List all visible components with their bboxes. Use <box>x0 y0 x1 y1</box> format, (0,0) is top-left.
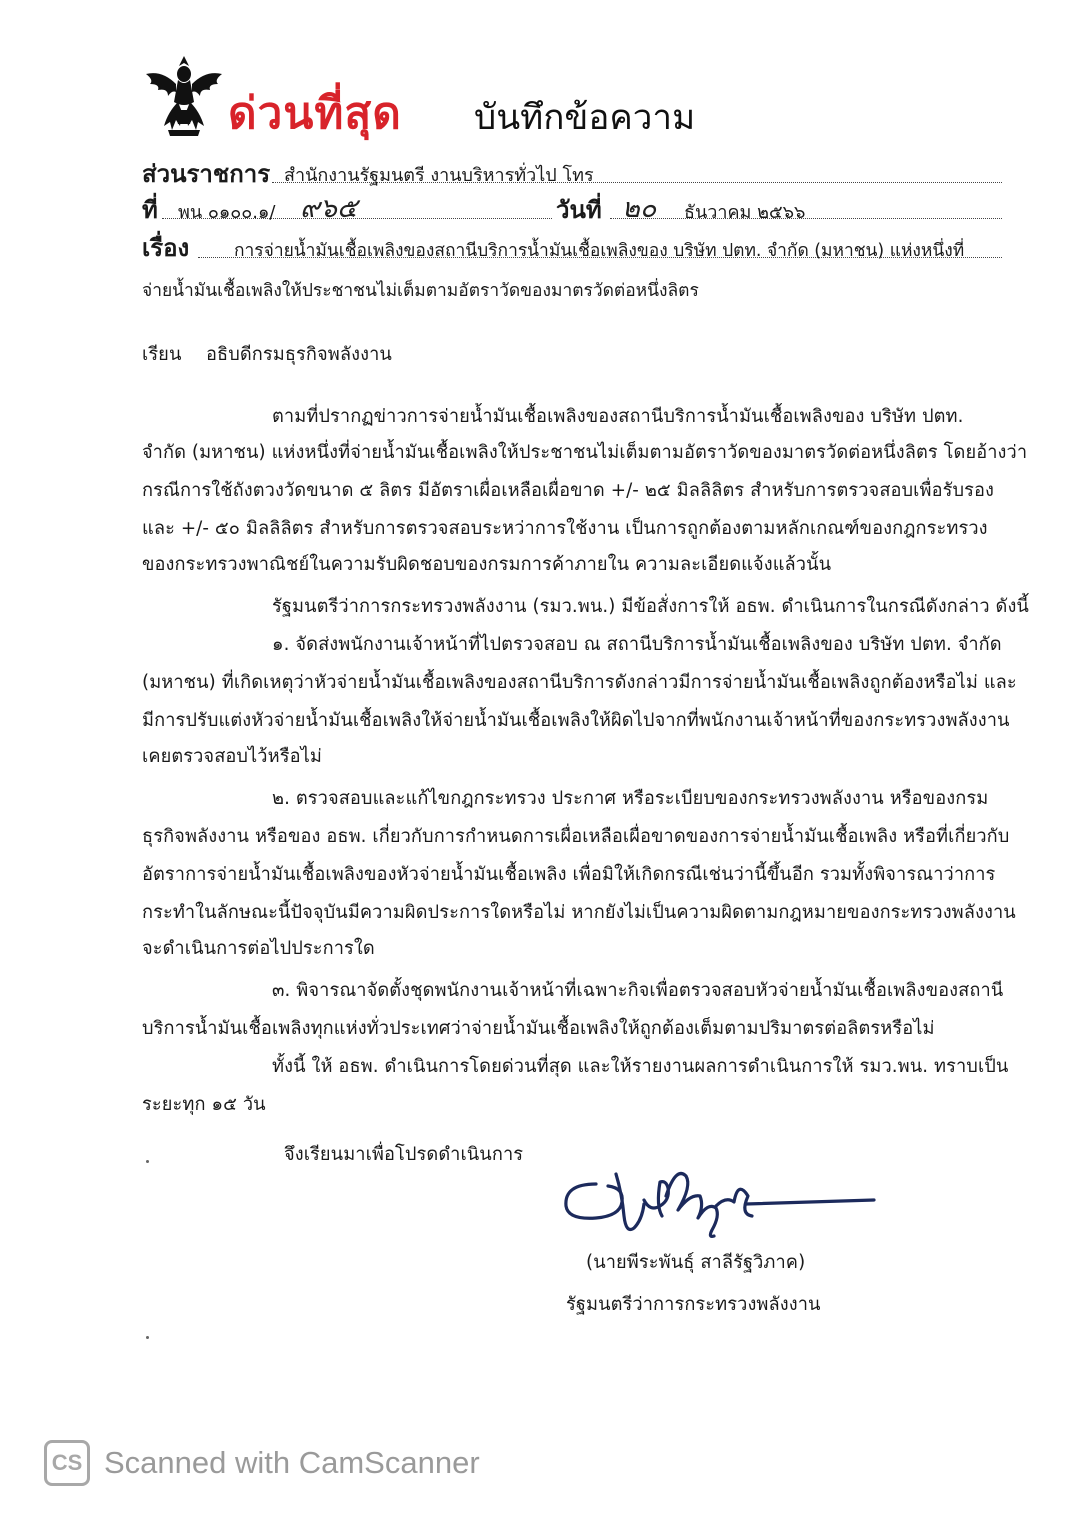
body-line: บริการน้ำมันเชื้อเพลิงทุกแห่งทั่วประเทศว่าจ่ายน้ำมันเชื้อเพลิงให้ถูกต้องเต็มตามปริมาตรต่อลิตรหรือไม่ <box>142 1018 935 1039</box>
body-line: กรณีการใช้ถังตวงวัดขนาด ๕ ลิตร มีอัตราเผื่อเหลือเผื่อขาด +/- ๒๕ มิลลิลิตร สำหรับการตรวจสอบเพื่อรับรอง <box>142 480 994 501</box>
body-line: กระทำในลักษณะนี้ปัจจุบันมีความผิดประการใดหรือไม่ หากยังไม่เป็นความผิดตามกฎหมายของกระทรวงพลังงาน <box>142 902 1016 923</box>
signatory-position: รัฐมนตรีว่าการกระทรวงพลังงาน <box>566 1294 821 1315</box>
ref-value: พน ๐๑๐๐.๑/ <box>178 202 276 223</box>
salutation-recipient: อธิบดีกรมธุรกิจพลังงาน <box>206 344 392 365</box>
body-line: ธุรกิจพลังงาน หรือของ อธพ. เกี่ยวกับการกำหนดการเผื่อเหลือเผื่อขาดของการจ่ายน้ำมันเชื้อเพลิง หรือที่เกี่ยวกับ <box>142 826 1010 847</box>
subject-line-2: จ่ายน้ำมันเชื้อเพลิงให้ประชาชนไม่เต็มตามอัตราวัดของมาตรวัดต่อหนึ่งลิตร <box>142 281 699 301</box>
ref-underline <box>162 218 552 219</box>
body-line: และ +/- ๕๐ มิลลิลิตร สำหรับการตรวจสอบระหว่าการใช้งาน เป็นการถูกต้องตามหลักเกณฑ์ของกฎกระทรวง <box>142 518 988 539</box>
body-line: ตามที่ปรากฏข่าวการจ่ายน้ำมันเชื้อเพลิงของสถานีบริการน้ำมันเชื้อเพลิงของ บริษัท ปตท. <box>272 406 964 427</box>
date-underline <box>610 218 1002 219</box>
scan-speck <box>146 1336 149 1339</box>
body-line: ๓. พิจารณาจัดตั้งชุดพนักงานเจ้าหน้าที่เฉพาะกิจเพื่อตรวจสอบหัวจ่ายน้ำมันเชื้อเพลิงของสถานี <box>272 980 1004 1001</box>
body-line: เคยตรวจสอบไว้หรือไม่ <box>142 746 322 767</box>
date-label: วันที่ <box>556 196 602 224</box>
body-line: ระยะทุก ๑๕ วัน <box>142 1094 266 1115</box>
subject-label: เรื่อง <box>142 234 190 262</box>
subject-line-1: การจ่ายน้ำมันเชื้อเพลิงของสถานีบริการน้ำมันเชื้อเพลิงของ บริษัท ปตท. จำกัด (มหาชน) แห่งหนึ่งที่ <box>234 241 965 261</box>
urgent-stamp: ด่วนที่สุด <box>228 88 402 139</box>
body-line: มีการปรับแต่งหัวจ่ายน้ำมันเชื้อเพลิงให้จ่ายน้ำมันเชื้อเพลิงให้ผิดไปจากที่พนักงานเจ้าหน้าที่ของกระทรวงพลังงาน <box>142 710 1010 731</box>
memo-title: บันทึกข้อความ <box>474 98 696 138</box>
salutation-label: เรียน <box>142 344 182 365</box>
body-line: ๒. ตรวจสอบและแก้ไขกฎกระทรวง ประกาศ หรือระเบียบของกระทรวงพลังงาน หรือของกรม <box>272 788 989 809</box>
body-line: ของกระทรวงพาณิชย์ในความรับผิดชอบของกรมการค้าภายใน ความละเอียดแจ้งแล้วนั้น <box>142 554 832 575</box>
agency-value: สำนักงานรัฐมนตรี งานบริหารทั่วไป โทร <box>284 165 594 186</box>
subject-underline <box>198 257 1002 258</box>
body-line: จำกัด (มหาชน) แห่งหนึ่งที่จ่ายน้ำมันเชื้อเพลิงให้ประชาชนไม่เต็มตามอัตราวัดของมาตรวัดต่อหนึ่งลิตร โดยอ้างว่า <box>142 442 1028 463</box>
body-line: ๑. จัดส่งพนักงานเจ้าหน้าที่ไปตรวจสอบ ณ สถานีบริการน้ำมันเชื้อเพลิงของ บริษัท ปตท. จำกัด <box>272 634 1002 655</box>
signatory-name: (นายพีระพันธุ์ สาลีรัฐวิภาค) <box>586 1252 806 1273</box>
garuda-emblem-icon <box>138 50 230 142</box>
agency-underline <box>272 182 1002 183</box>
agency-row <box>142 154 270 193</box>
body-line: อัตราการจ่ายน้ำมันเชื้อเพลิงของหัวจ่ายน้ำมันเชื้อเพลิง เพื่อมิให้เกิดกรณีเช่นว่านี้ขึ้นอีก รวมทั้งพิจารณาว่าการ <box>142 864 996 885</box>
watermark-text: Scanned with CamScanner <box>104 1445 480 1480</box>
ref-row <box>142 190 158 229</box>
scan-speck <box>146 1160 149 1163</box>
ref-label: ที่ <box>142 196 158 224</box>
body-line: จะดำเนินการต่อไปประการใด <box>142 938 375 959</box>
camscanner-watermark <box>44 1440 480 1486</box>
date-row <box>556 190 602 229</box>
camscanner-logo-icon: CS <box>44 1440 90 1486</box>
body-line: รัฐมนตรีว่าการกระทรวงพลังงาน (รมว.พน.) มีข้อสั่งการให้ อธพ. ดำเนินการในกรณีดังกล่าว ดังนี้ <box>272 596 1029 617</box>
signature-icon <box>556 1166 886 1252</box>
closing-line: จึงเรียนมาเพื่อโปรดดำเนินการ <box>284 1144 524 1165</box>
subject-row <box>142 228 189 267</box>
agency-label: ส่วนราชการ <box>142 160 271 188</box>
date-value: ธันวาคม ๒๕๖๖ <box>684 202 806 223</box>
body-line: (มหาชน) ที่เกิดเหตุว่าหัวจ่ายน้ำมันเชื้อเพลิงของสถานีบริการดังกล่าวมีการจ่ายน้ำมันเชื้อเพลิงถูกต้องหรือไม่ และ <box>142 672 1017 693</box>
date-day: ๒๐ <box>622 193 657 224</box>
body-line: ทั้งนี้ ให้ อธพ. ดำเนินการโดยด่วนที่สุด และให้รายงานผลการดำเนินการให้ รมว.พน. ทราบเป็น <box>272 1056 1009 1077</box>
ref-number: ๙๖๕ <box>300 193 358 224</box>
